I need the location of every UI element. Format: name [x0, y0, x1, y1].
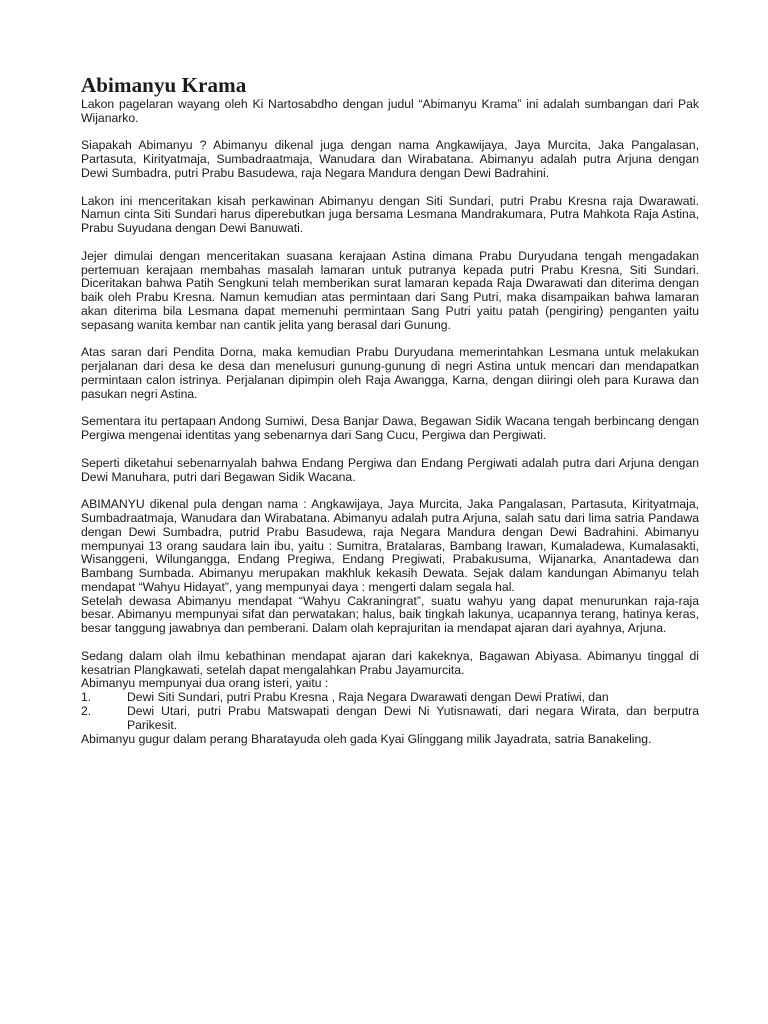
list-text: Dewi Utari, putri Prabu Matswapati dengan Dewi Ni Yutisnawati, dari negara Wirata, dan berputra Parikesit.: [127, 704, 699, 732]
paragraph-closing: Abimanyu gugur dalam perang Bharatayuda oleh gada Kyai Glinggang milik Jayadrata, satria Banakeling.: [81, 731, 652, 746]
paragraph-who-is-abimanyu: Siapakah Abimanyu ? Abimanyu dikenal juga dengan nama Angkawijaya, Jaya Murcita, Jaka Pangalasan, Partasuta, Kirityatmaja, Sumbadraatmaja, Wanudara dan Wirabatana. Abimanyu adalah putra Arjuna dengan Dewi Sumbadra, putri Prabu Basudewa, raja Negara Mandura dengan Dewi Badrahini.: [81, 138, 699, 180]
paragraph-adult: Setelah dewasa Abimanyu mendapat “Wahyu Cakraningrat”, suatu wahyu yang dapat menurunkan raja-raja besar. Abimanyu mempunyai sifat dan perwatakan; halus, baik tingkah lakunya, ucapannya terang, hatinya keras, besar tanggung jawabnya dan pemberani. Dalam olah keprajuritan ia mendapat ajaran dari ayahnya, Arjuna.: [81, 593, 699, 636]
list-item: [81, 705, 699, 733]
paragraph-wives-intro: Abimanyu mempunyai dua orang isteri, yaitu :: [81, 676, 329, 691]
paragraph-kebathinan: Sedang dalam olah ilmu kebathinan mendapat ajaran dari kakeknya, Bagawan Abiyasa. Abimanyu tinggal di kesatrian Plangkawati, setelah dapat mengalahkan Prabu Jayamurcita.: [81, 648, 699, 677]
list-number: 2.: [81, 704, 92, 719]
paragraph-intro: Lakon pagelaran wayang oleh Ki Nartosabdho dengan judul “Abimanyu Krama” ini adalah sumbangan dari Pak Wijanarko.: [81, 97, 699, 125]
paragraph-names: ABIMANYU dikenal pula dengan nama : Angkawijaya, Jaya Murcita, Jaka Pangalasan, Partasuta, Kirityatmaja, Sumbadraatmaja, Wanudara dan Wirabatana. Abimanyu adalah putra Arjuna, salah satu dari lima satria Pandawa dengan Dewi Sumbadra, putrid Prabu Basudewa, raja Negara Mandura dengan Dewi Badrahini. Abimanyu mempunyai 13 orang saudara lain ibu, yaitu : Sumitra, Bratalaras, Bambang Irawan, Kumaladewa, Kumalasakti, Wisanggeni, Wilungangga, Endang Pregiwa, Endang Pregiwati, Prabakusuma, Wijanarka, Anantadewa dan Bambang Sumbada. Abimanyu merupakan makhluk kekasih Dewata. Sejak dalam kandungan Abimanyu telah mendapat “Wahyu Hidayat”, yang mempunyai daya : mengerti dalam segala hal.: [81, 497, 699, 594]
wives-list: [81, 691, 699, 732]
paragraph-story: Lakon ini menceritakan kisah perkawinan Abimanyu dengan Siti Sundari, putri Prabu Kresna raja Dwarawati. Namun cinta Siti Sundari harus diperebutkan juga bersama Lesmana Mandrakumara, Putra Mahkota Raja Astina, Prabu Suyudana dengan Dewi Banuwati.: [81, 193, 699, 236]
list-item: [81, 691, 699, 705]
list-number: 1.: [81, 690, 92, 705]
paragraph-pergiwa: Seperti diketahui sebenarnyalah bahwa Endang Pergiwa dan Endang Pergiwati adalah putra dari Arjuna dengan Dewi Manuhara, putri dari Begawan Sidik Wacana.: [81, 455, 699, 484]
document-page: [81, 72, 699, 746]
paragraph-jejer: Jejer dimulai dengan menceritakan suasana kerajaan Astina dimana Prabu Duryudana tengah mengadakan pertemuan kerajaan membahas masalah lamaran untuk putranya kepada putri Prabu Kresna, Siti Sundari. Diceritakan bahwa Patih Sengkuni telah memberikan surat lamaran kepada Raja Dwarawati dan diterima dengan baik oleh Prabu Kresna. Namun kemudian atas permintaan dari Sang Putri, maka disampaikan bahwa lamaran akan diterima bila Lesmana dapat memenuhi permintaan Sang Putri yaitu patah (pengiring) penganten yaitu sepasang wanita kembar nan cantik jelita yang berasal dari Gunung.: [81, 248, 699, 332]
list-text: Dewi Siti Sundari, putri Prabu Kresna , Raja Negara Dwarawati dengan Dewi Pratiwi, dan: [127, 690, 609, 705]
paragraph-dorna: Atas saran dari Pendita Dorna, maka kemudian Prabu Duryudana memerintahkan Lesmana untuk melakukan perjalanan dari desa ke desa dan menelusuri gunung-gunung di negri Astina untuk mencari dan mendapatkan permintaan calon istrinya. Perjalanan dipimpin oleh Raja Awangga, Karna, dengan diiringi oleh para Kurawa dan pasukan negri Astina.: [81, 345, 699, 401]
paragraph-pertapaan: Sementara itu pertapaan Andong Sumiwi, Desa Banjar Dawa, Begawan Sidik Wacana tengah berbincang dengan Pergiwa mengenai identitas yang sebenarnya dari Sang Cucu, Pergiwa dan Pergiwati.: [81, 414, 699, 443]
document-title: Abimanyu Krama: [81, 73, 247, 97]
